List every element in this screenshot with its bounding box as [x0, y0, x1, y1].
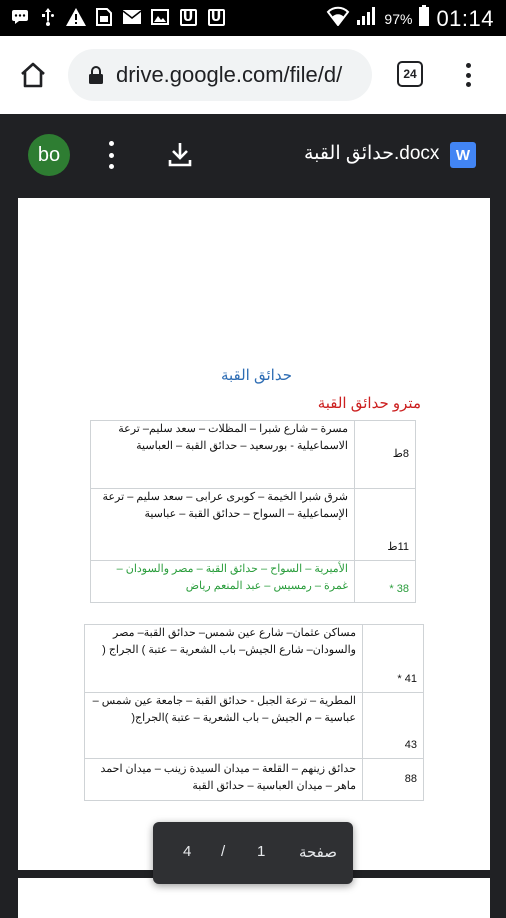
sim-icon [94, 7, 114, 27]
u-app-icon: U [206, 7, 226, 27]
word-file-icon: W [450, 142, 476, 168]
download-icon [166, 140, 194, 168]
email-icon [122, 7, 142, 27]
table-row [91, 489, 416, 561]
notification-icons [10, 7, 226, 27]
avatar[interactable]: bo [28, 134, 70, 176]
table-row [91, 561, 416, 603]
routes-table-2 [84, 624, 424, 801]
page-label: صفحة [298, 844, 337, 861]
status-bar [0, 0, 506, 36]
usb-icon [38, 7, 58, 27]
table-row [85, 693, 424, 759]
table-row [85, 625, 424, 693]
route-number: 41 * [363, 625, 424, 693]
route-stops: مساكن عثمان– شارع عين شمس– حدائق القبة– مصر والسودان– شارع الجيش– باب الشعرية – عتبة ) الجراج ( [85, 625, 363, 693]
image-icon [150, 7, 170, 27]
page-indicator [153, 822, 353, 884]
route-stops: شرق شبرا الخيمة – كوبرى عرابى – سعد سليم – ترعة الإسماعيلية – السواح – حدائق القبة – عباسية [91, 489, 355, 561]
wifi-icon [326, 6, 350, 31]
route-stops: مسرة – شارع شبرا – المظلات – سعد سليم– ترعة الاسماعيلية - بورسعيد – حدائق القبة – العباسية [91, 421, 355, 489]
clock: 01:14 [436, 5, 494, 31]
url-text[interactable]: drive.google.com/file/d/ [116, 62, 343, 87]
message-icon [10, 7, 30, 27]
viewer-toolbar [0, 114, 506, 198]
file-name: حدائق القبة.docx [304, 143, 440, 164]
current-page: 1 [257, 843, 266, 860]
more-options-button[interactable] [104, 141, 118, 169]
document-page [18, 198, 490, 870]
route-number: 8ط [355, 421, 416, 489]
lock-icon [87, 65, 105, 85]
routes-table-1 [90, 420, 416, 603]
route-stops: المطرية – ترعة الجبل - حدائق القبة – جامعة عين شمس – عباسية – م الجيش – باب الشعرية – عتبة )الجراج( [85, 693, 363, 759]
battery-icon [418, 5, 430, 32]
route-number: 43 [363, 693, 424, 759]
tab-switcher-button[interactable]: 24 [397, 61, 423, 87]
route-number: 38 * [355, 561, 416, 603]
route-number: 11ط [355, 489, 416, 561]
browser-menu-button[interactable] [458, 60, 478, 90]
route-stops: الأميرية – السواح – حدائق القبة – مصر والسودان – غمرة – رمسيس – عبد المنعم رياض [91, 561, 355, 603]
route-number: 88 [363, 759, 424, 801]
next-document-page [18, 878, 490, 918]
document-title: حدائق القبة [220, 367, 292, 384]
battery-percent: 97% [384, 10, 413, 27]
home-icon [18, 60, 48, 90]
u-app-icon: U [178, 7, 198, 27]
table-row [85, 759, 424, 801]
browser-toolbar [0, 36, 506, 114]
signal-icon [356, 6, 378, 31]
download-button[interactable] [166, 140, 194, 168]
warning-icon [66, 7, 86, 27]
home-button[interactable] [18, 60, 48, 90]
table-row [91, 421, 416, 489]
page-separator: / [221, 843, 226, 860]
address-bar[interactable] [68, 49, 372, 101]
document-subtitle: مترو حدائق القبة [317, 395, 421, 412]
route-stops: حدائق زينهم – القلعة – ميدان السيدة زينب – ميدان احمد ماهر – ميدان العباسية – حدائق القبة [85, 759, 363, 801]
total-pages: 4 [183, 843, 192, 860]
